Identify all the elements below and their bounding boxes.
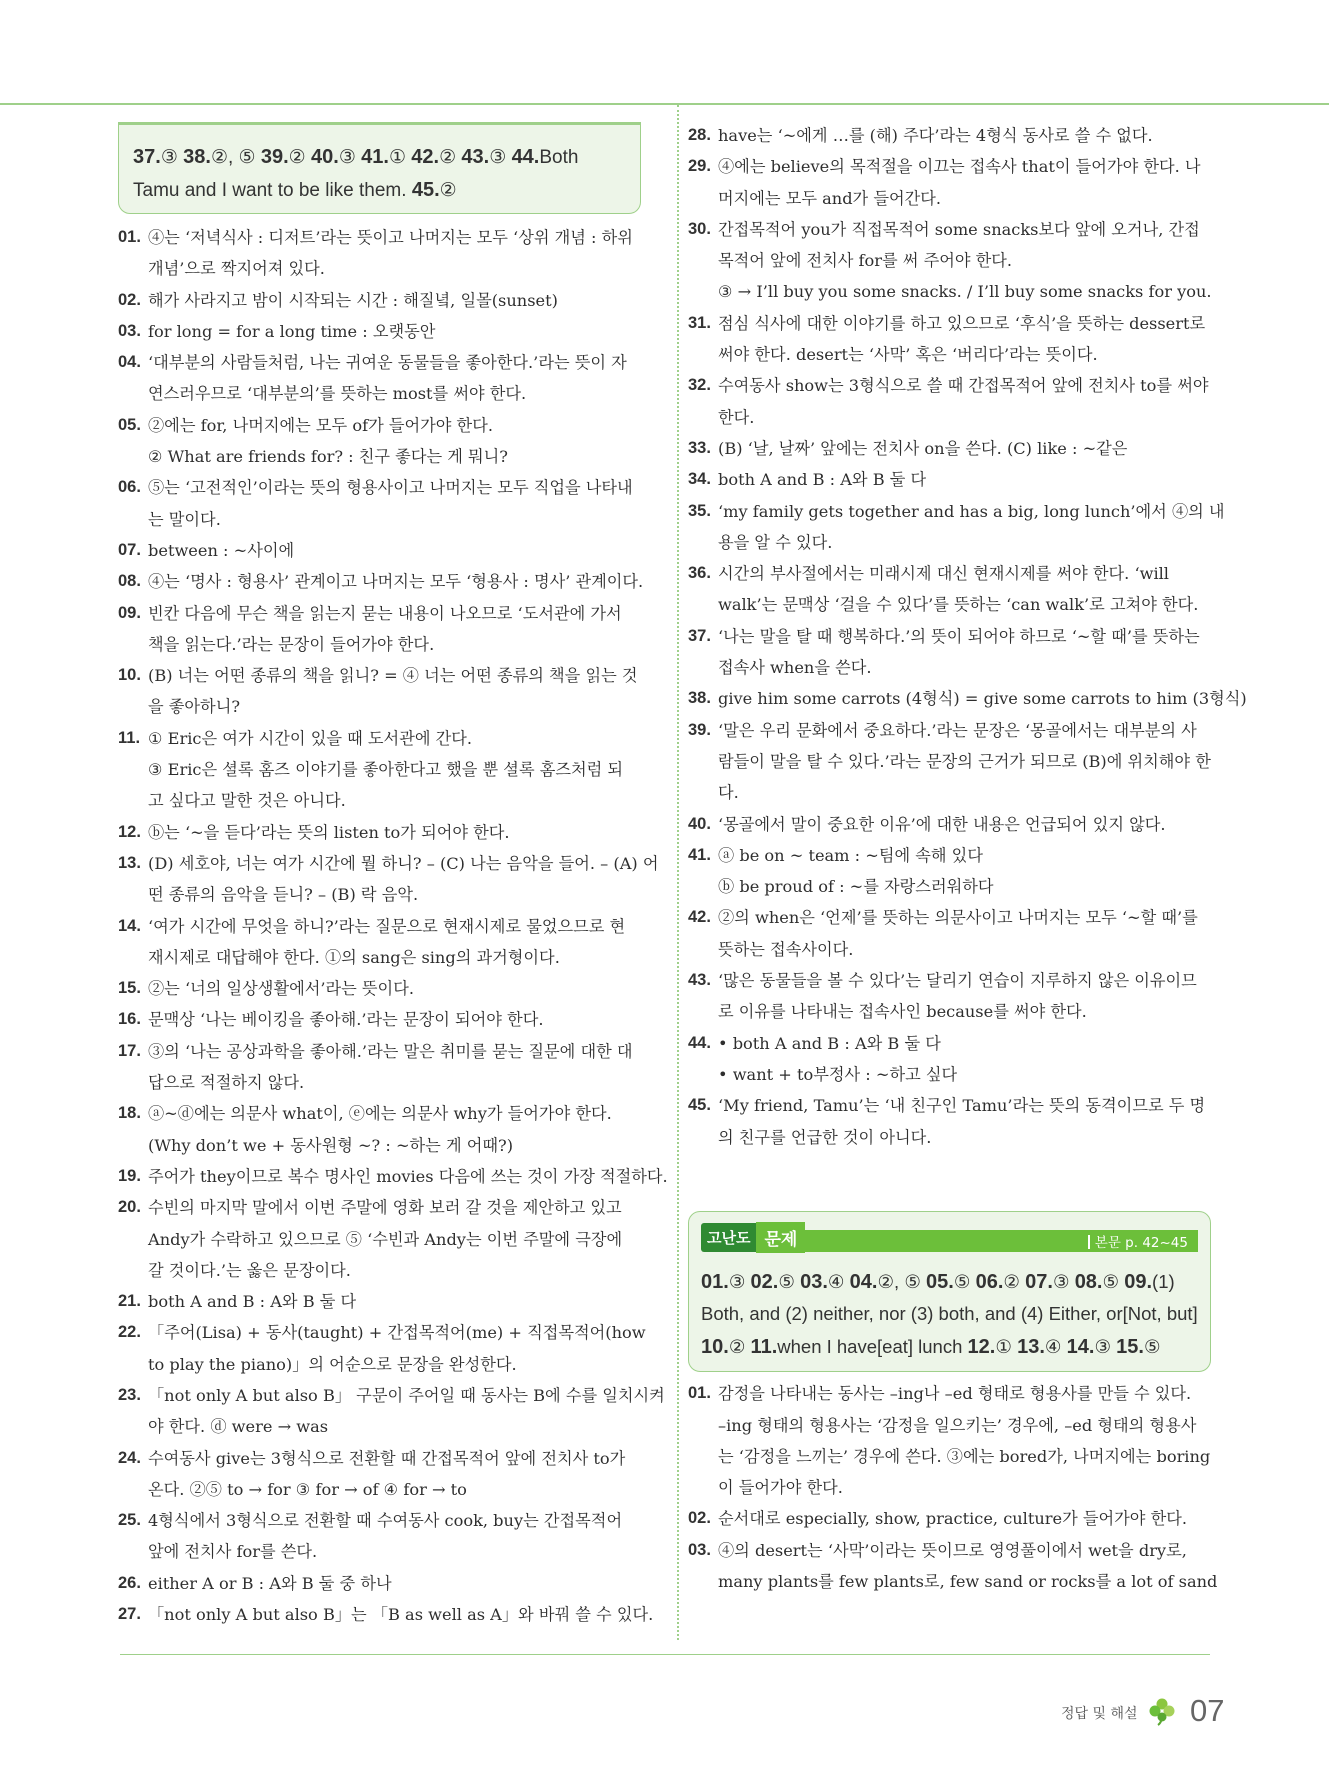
item-line: ‘몽골에서 말이 중요한 이유’에 대한 내용은 언급되어 있지 않다. <box>718 814 1166 834</box>
item-line: (B) 너는 어떤 종류의 책을 읽니? = ④ 너는 어떤 종류의 책을 읽는 것 <box>148 666 638 686</box>
explanation-item <box>118 535 641 566</box>
answer-value: ② <box>728 1335 746 1357</box>
item-number: 08. <box>118 572 141 591</box>
explanation-item <box>118 723 641 817</box>
explanation-item <box>688 558 1211 621</box>
item-line: 뜻하는 접속사이다. <box>718 939 854 959</box>
item-text <box>148 410 641 473</box>
item-line: 의 친구를 언급한 것이 아니다. <box>718 1127 932 1147</box>
item-text <box>148 973 641 1004</box>
answer-value: ③ <box>1052 1270 1070 1292</box>
explanation-item <box>118 472 641 535</box>
item-number: 12. <box>118 822 141 841</box>
explanation-item <box>688 1028 1211 1091</box>
item-line: 써야 한다. desert는 ‘사막’ 혹은 ‘버리다’라는 뜻이다. <box>718 345 1098 365</box>
item-line: 람들이 말을 탈 수 있다.’라는 문장의 근거가 되므로 (B)에 위치해야 한 <box>718 751 1211 771</box>
answer-value: ③ <box>160 147 178 168</box>
item-line: 는 ‘감정을 느끼는’ 경우에 쓴다. ③에는 bored가, 나머지에는 boring <box>718 1446 1211 1466</box>
header-bar <box>805 1230 1198 1252</box>
item-text <box>718 558 1211 621</box>
item-number: 19. <box>118 1166 141 1185</box>
hard-answer-summary <box>689 1256 1210 1372</box>
item-line: ‘My friend, Tamu’는 ‘내 친구인 Tamu’라는 뜻의 동격이므로 두 명 <box>718 1096 1206 1116</box>
item-line: ‘나는 말을 탈 때 행복하다.’의 뜻이 되어야 하므로 ‘~할 때’를 뜻하는 <box>718 626 1200 646</box>
item-line: ⓑ는 ‘~을 듣다’라는 뜻의 listen to가 되어야 한다. <box>148 822 510 842</box>
item-line: (B) ‘날, 날짜’ 앞에는 전치사 on을 쓴다. (C) like : ~같은 <box>718 438 1128 458</box>
answer-value: ④ <box>1044 1335 1062 1357</box>
explanation-item <box>118 1443 641 1506</box>
answer-value: ③ <box>728 1270 746 1292</box>
explanation-item <box>688 214 1211 308</box>
item-text <box>148 1098 641 1161</box>
item-text <box>718 308 1211 371</box>
clover-icon <box>1147 1696 1177 1726</box>
item-text <box>148 1599 653 1630</box>
item-number: 39. <box>688 720 711 739</box>
item-text <box>148 472 641 535</box>
explanation-item <box>688 1535 1218 1598</box>
item-text <box>718 809 1211 840</box>
explanation-item <box>688 902 1211 965</box>
item-line: ‘말은 우리 문화에서 중요하다.’라는 문장은 ‘몽골에서는 대부분의 사 <box>718 720 1197 740</box>
item-number: 23. <box>118 1385 141 1404</box>
item-line: (D) 세호야, 너는 여가 시간에 뭘 하니? – (C) 나는 음악을 들어. – (A) 어 <box>148 853 659 873</box>
explanation-item <box>118 285 641 316</box>
item-number: 18. <box>118 1104 141 1123</box>
item-line: 을 좋아하니? <box>148 697 241 717</box>
explanation-item <box>688 840 1211 903</box>
item-line: ① Eric은 여가 시간이 있을 때 도서관에 간다. <box>148 728 473 748</box>
answer-summary <box>133 147 578 201</box>
item-text <box>148 1286 641 1317</box>
item-line: • want + to부정사 : ~하고 싶다 <box>718 1064 958 1084</box>
item-text <box>718 370 1211 433</box>
item-number: 38. <box>688 689 711 708</box>
item-line: 한다. <box>718 407 755 427</box>
item-number: 21. <box>118 1292 141 1311</box>
item-number: 25. <box>118 1511 141 1530</box>
item-line: ④의 desert는 ‘사막’이라는 뜻이므로 영영풀이에서 wet을 dry로, <box>718 1540 1187 1560</box>
item-line: ⓑ be proud of : ~를 자랑스러워하다 <box>718 877 994 897</box>
explanation-item <box>688 433 1211 464</box>
item-line: 연스러우므로 ‘대부분의’를 뜻하는 most를 써야 한다. <box>148 384 527 404</box>
item-line: ⑤는 ‘고전적인’이라는 뜻의 형용사이고 나머지는 모두 직업을 나타내 <box>148 478 633 498</box>
answer-value: ⑤ <box>1102 1270 1120 1292</box>
answer-number: 15. <box>1116 1335 1144 1358</box>
answer-number: 13. <box>1017 1335 1045 1358</box>
right-explanations <box>688 120 1247 1153</box>
item-text <box>718 1378 1211 1503</box>
item-line: both A and B : A와 B 둘 다 <box>148 1292 357 1312</box>
item-line: 목적어 앞에 전치사 for를 써 주어야 한다. <box>718 251 1013 271</box>
item-text <box>718 214 1212 308</box>
explanation-item <box>688 1090 1211 1153</box>
answer-number: 38. <box>183 146 211 168</box>
item-text <box>148 817 641 848</box>
answer-value: ③ <box>1094 1335 1112 1357</box>
item-text <box>718 151 1211 214</box>
section-title: 문제 <box>756 1222 805 1253</box>
answer-number: 14. <box>1066 1335 1095 1358</box>
explanation-item <box>118 1599 654 1630</box>
item-number: 09. <box>118 603 141 622</box>
explanation-item <box>118 1286 641 1317</box>
explanation-item <box>118 1036 641 1099</box>
answer-number: 02. <box>750 1270 779 1293</box>
item-number: 14. <box>118 916 141 935</box>
left-explanations <box>118 222 668 1630</box>
top-rule <box>0 103 1329 105</box>
answer-number: 12. <box>967 1335 996 1358</box>
item-number: 31. <box>688 313 711 332</box>
item-text <box>718 902 1211 965</box>
item-line: 간접목적어 you가 직접목적어 some snacks보다 앞에 오거나, 간접 <box>718 219 1200 239</box>
item-line: between : ~사이에 <box>148 540 295 560</box>
hard-explanations <box>688 1378 1218 1597</box>
item-line: 앞에 전치사 for를 쓴다. <box>148 1542 318 1562</box>
item-line: 수여동사 show는 3형식으로 쓸 때 간접목적어 앞에 전치사 to를 써야 <box>718 376 1209 396</box>
answer-value: ② <box>439 147 457 168</box>
item-number: 15. <box>118 979 141 998</box>
answer-number: 42. <box>411 146 440 168</box>
item-number: 33. <box>688 438 711 457</box>
item-text <box>148 660 641 723</box>
explanation-item <box>118 410 641 473</box>
explanation-item <box>688 370 1211 433</box>
answer-number: 11. <box>750 1335 778 1358</box>
item-number: 02. <box>118 290 141 309</box>
item-line: 다. <box>718 783 739 803</box>
item-line: ② What are friends for? : 친구 좋다는 게 뭐니? <box>148 447 508 467</box>
item-line: ‘여가 시간에 무엇을 하니?’라는 질문으로 현재시제로 물었으므로 현 <box>148 916 626 936</box>
explanation-item <box>688 151 1211 214</box>
explanation-item <box>118 1568 641 1599</box>
page-reference: 본문 p. 42~45 <box>1088 1231 1188 1251</box>
item-text <box>148 347 641 410</box>
item-number: 24. <box>118 1448 141 1467</box>
item-text <box>148 222 641 285</box>
item-text <box>148 1380 665 1443</box>
answer-summary-box <box>118 122 641 214</box>
explanation-item <box>688 120 1211 151</box>
answer-number: 01. <box>701 1270 729 1293</box>
item-line: ⓐ be on ~ team : ~팀에 속해 있다 <box>718 845 983 865</box>
explanation-item <box>688 496 1225 559</box>
explanation-item <box>118 1161 668 1192</box>
item-line: 고 싶다고 말한 것은 아니다. <box>148 791 346 811</box>
answer-value: ④ <box>827 1270 845 1292</box>
item-text <box>148 1505 641 1568</box>
left-column <box>118 122 668 1630</box>
item-text <box>148 911 641 974</box>
item-line: 시간의 부사절에서는 미래시제 대신 현재시제를 써야 한다. ‘will <box>718 564 1169 584</box>
explanation-item <box>118 973 641 1004</box>
item-line: for long = for a long time : 오랫동안 <box>148 321 436 341</box>
column-divider <box>677 105 680 1640</box>
item-line: 문맥상 ‘나는 베이킹을 좋아해.’라는 문장이 되어야 한다. <box>148 1010 544 1030</box>
item-text <box>718 683 1247 714</box>
item-line: 해가 사라지고 밤이 시작되는 시간 : 해질녘, 일몰(sunset) <box>148 290 558 310</box>
item-number: 01. <box>118 228 141 246</box>
item-line: 수여동사 give는 3형식으로 전환할 때 간접목적어 앞에 전치사 to가 <box>148 1448 626 1468</box>
item-line: 수빈의 마지막 말에서 이번 주말에 영화 보러 갈 것을 제안하고 있고 <box>148 1198 622 1218</box>
item-line: to play the piano)」의 어순으로 문장을 완성한다. <box>148 1354 517 1374</box>
item-text <box>718 433 1211 464</box>
item-text <box>148 285 641 316</box>
item-line: give him some carrots (4형식) = give some carrots to him (3형식) <box>718 689 1247 709</box>
item-number: 03. <box>688 1540 711 1559</box>
item-line: 4형식에서 3형식으로 전환할 때 수여동사 cook, buy는 간접목적어 <box>148 1511 623 1531</box>
item-line: ④는 ‘저녁식사 : 디저트’라는 뜻이고 나머지는 모두 ‘상위 개념 : 하위 <box>148 228 633 247</box>
right-column <box>688 120 1247 1597</box>
item-line: either A or B : A와 B 둘 중 하나 <box>148 1573 392 1593</box>
item-line: –ing 형태의 형용사는 ‘감정을 일으키는’ 경우에, –ed 형태의 형용사 <box>718 1415 1197 1435</box>
item-number: 03. <box>118 321 141 340</box>
item-line: 감정을 나타내는 동사는 –ing나 –ed 형태로 형용사를 만들 수 있다. <box>718 1384 1192 1404</box>
item-number: 30. <box>688 219 711 238</box>
explanation-item <box>118 222 641 285</box>
item-number: 10. <box>118 666 141 685</box>
item-line: 개념’으로 짝지어져 있다. <box>148 259 325 279</box>
item-text <box>148 1317 646 1380</box>
item-number: 20. <box>118 1198 141 1217</box>
item-text <box>718 965 1211 1028</box>
answer-value: ② <box>288 147 306 168</box>
explanation-item <box>688 683 1247 714</box>
item-number: 26. <box>118 1573 141 1592</box>
item-line: 온다. ②⑤ to → for ③ for → of ④ for → to <box>148 1479 467 1499</box>
item-line: 점심 식사에 대한 이야기를 하고 있으므로 ‘후식’을 뜻하는 dessert로 <box>718 313 1206 333</box>
item-line: walk’는 문맥상 ‘걸을 수 있다’를 뜻하는 ‘can walk’로 고쳐야 한다. <box>718 595 1199 615</box>
item-text <box>718 840 1211 903</box>
item-number: 07. <box>118 540 141 559</box>
item-number: 22. <box>118 1323 141 1342</box>
item-text <box>718 1090 1211 1153</box>
item-line: 로 이유를 나타내는 접속사인 because를 써야 한다. <box>718 1002 1087 1022</box>
answer-number: 04. <box>849 1270 878 1293</box>
answer-value: when I have[eat] lunch <box>777 1335 963 1357</box>
item-line: • both A and B : A와 B 둘 다 <box>718 1033 941 1053</box>
explanation-item <box>118 817 641 848</box>
answer-number: 05. <box>926 1270 954 1293</box>
answer-number: 39. <box>260 146 289 168</box>
answer-value: ②, ⑤ <box>210 147 256 168</box>
bottom-rule <box>120 1654 1210 1655</box>
item-line: 재시제로 대답해야 한다. ①의 sang은 sing의 과거형이다. <box>148 947 560 967</box>
item-text <box>718 1503 1211 1534</box>
item-number: 29. <box>688 157 711 176</box>
item-number: 44. <box>688 1033 711 1052</box>
item-line: ‘my family gets together and has a big, long lunch’에서 ④의 내 <box>718 501 1225 521</box>
item-line: ②의 when은 ‘언제’를 뜻하는 의문사이고 나머지는 모두 ‘~할 때’를 <box>718 908 1198 928</box>
item-line: 주어가 they이므로 복수 명사인 movies 다음에 쓰는 것이 가장 적절하다. <box>148 1166 668 1186</box>
item-line: 「주어(Lisa) + 동사(taught) + 간접목적어(me) + 직접목적어(how <box>148 1323 646 1343</box>
item-text <box>718 715 1211 809</box>
answer-number: 08. <box>1074 1270 1103 1293</box>
item-text <box>148 535 641 566</box>
item-number: 35. <box>688 501 711 520</box>
answer-value: ⑤ <box>1143 1335 1161 1357</box>
item-number: 05. <box>118 415 141 434</box>
explanation-item <box>688 464 1211 495</box>
item-text <box>718 120 1211 151</box>
item-line: ③의 ‘나는 공상과학을 좋아해.’라는 말은 취미를 묻는 질문에 대한 대 <box>148 1041 633 1061</box>
explanation-item <box>118 598 641 661</box>
explanation-item <box>118 911 641 974</box>
item-line: ③ Eric은 셜록 홈즈 이야기를 좋아한다고 했을 뿐 셜록 홈즈처럼 되 <box>148 760 624 780</box>
item-number: 41. <box>688 845 711 864</box>
item-number: 43. <box>688 971 711 990</box>
answer-value: ⑤ <box>778 1270 795 1292</box>
explanation-item <box>688 965 1211 1028</box>
item-line: ③ → I’ll buy you some snacks. / I’ll buy some snacks for you. <box>718 282 1212 302</box>
item-line: 는 말이다. <box>148 509 221 529</box>
explanation-item <box>688 809 1211 840</box>
item-line: 용을 알 수 있다. <box>718 532 833 552</box>
explanation-item <box>118 1098 641 1161</box>
explanation-item <box>118 1317 646 1380</box>
hard-problems-header <box>689 1212 1210 1256</box>
item-text <box>718 1535 1217 1598</box>
item-line: (Why don’t we + 동사원형 ~? : ~하는 게 어때?) <box>148 1135 514 1155</box>
item-text <box>148 598 641 661</box>
item-number: 36. <box>688 564 711 583</box>
item-line: ⓐ~ⓓ에는 의문사 what이, ⓔ에는 의문사 why가 들어가야 한다. <box>148 1104 612 1124</box>
item-line: many plants를 few plants로, few sand or rocks를 a lot of sand <box>718 1572 1218 1592</box>
item-number: 42. <box>688 908 711 927</box>
item-line: ‘많은 동물들을 볼 수 있다’는 달리기 연습이 지루하지 않은 이유이므 <box>718 971 1197 991</box>
explanation-item <box>118 1004 641 1035</box>
answer-number: 43. <box>461 146 490 168</box>
answer-value: (1) Both, and (2) neither, nor (3) both, and (4) Either, or[Not, but] <box>701 1270 1198 1325</box>
item-line: ②는 ‘너의 일상생활에서’라는 뜻이다. <box>148 979 414 999</box>
answer-number: 44. <box>511 146 540 168</box>
explanation-item <box>688 1378 1211 1503</box>
item-line: 머지에는 모두 and가 들어간다. <box>718 188 942 208</box>
explanation-item <box>118 1192 641 1286</box>
answer-number: 45. <box>411 179 440 201</box>
item-line: 책을 읽는다.’라는 문장이 들어가야 한다. <box>148 634 435 654</box>
explanation-item <box>118 316 641 347</box>
item-number: 11. <box>118 728 141 747</box>
item-number: 27. <box>118 1605 141 1624</box>
item-number: 34. <box>688 470 711 489</box>
item-line: both A and B : A와 B 둘 다 <box>718 470 927 490</box>
item-number: 32. <box>688 376 711 395</box>
item-line: 이 들어가야 한다. <box>718 1478 843 1498</box>
item-line: 접속사 when을 쓴다. <box>718 658 872 678</box>
explanation-item <box>118 1380 665 1443</box>
item-text <box>148 723 641 817</box>
explanation-item <box>688 621 1211 684</box>
footer-label: 정답 및 해설 <box>1061 1706 1138 1722</box>
item-line: Andy가 수락하고 있으므로 ⑤ ‘수빈과 Andy는 이번 주말에 극장에 <box>148 1229 623 1249</box>
answer-number: 07. <box>1025 1270 1053 1293</box>
answer-value: ① <box>995 1335 1012 1357</box>
answer-number: 10. <box>701 1335 729 1358</box>
item-line: 갈 것이다.’는 옳은 문장이다. <box>148 1260 351 1280</box>
item-text <box>718 1028 1211 1091</box>
explanation-item <box>688 1503 1211 1534</box>
item-text <box>718 464 1211 495</box>
item-line: 떤 종류의 음악을 듣니? – (B) 락 음악. <box>148 885 419 905</box>
item-number: 16. <box>118 1010 141 1029</box>
item-number: 13. <box>118 853 141 872</box>
item-text <box>148 848 659 911</box>
item-number: 40. <box>688 814 711 833</box>
answer-value: Both Tamu and I want to be like them. <box>133 147 579 201</box>
answer-value: ② <box>439 180 457 201</box>
item-line: 「not only A but also B」 구문이 주어일 때 동사는 B에 수를 일치시켜 <box>148 1385 665 1405</box>
item-line: ④는 ‘명사 : 형용사’ 관계이고 나머지는 모두 ‘형용사 : 명사’ 관계이다. <box>148 572 644 592</box>
answer-number: 09. <box>1124 1270 1153 1293</box>
answer-number: 37. <box>133 146 161 168</box>
answer-number: 06. <box>975 1270 1004 1293</box>
answer-value: ②, ⑤ <box>877 1270 921 1292</box>
item-line: ②에는 for, 나머지에는 모두 of가 들어가야 한다. <box>148 415 493 435</box>
answer-number: 03. <box>800 1270 828 1293</box>
explanation-item <box>688 715 1211 809</box>
item-number: 01. <box>688 1384 711 1403</box>
explanation-item <box>118 1505 641 1568</box>
item-text <box>718 496 1225 559</box>
explanation-item <box>118 848 659 911</box>
item-text <box>148 316 641 347</box>
answer-value: ③ <box>338 147 356 168</box>
item-line: ‘대부분의 사람들처럼, 나는 귀여운 동물들을 좋아한다.’라는 뜻이 자 <box>148 353 627 373</box>
item-number: 28. <box>688 126 711 144</box>
answer-value: ② <box>1003 1270 1020 1292</box>
explanation-item <box>688 308 1211 371</box>
answer-number: 40. <box>311 146 339 168</box>
item-line: 야 한다. ⓓ were → was <box>148 1417 329 1437</box>
item-number: 17. <box>118 1041 141 1060</box>
item-text <box>148 1443 641 1506</box>
item-line: 순서대로 especially, show, practice, culture가 들어가야 한다. <box>718 1509 1188 1529</box>
explanation-item <box>118 660 641 723</box>
item-number: 37. <box>688 626 711 645</box>
item-text <box>148 1004 641 1035</box>
item-number: 45. <box>688 1096 711 1115</box>
item-text <box>718 621 1211 684</box>
hard-problems-box <box>688 1211 1211 1373</box>
item-text <box>148 1192 641 1286</box>
page-number: 07 <box>1190 1693 1225 1728</box>
item-line: 「not only A but also B」는 「B as well as A」와 바꿔 쓸 수 있다. <box>148 1605 654 1625</box>
answer-value: ③ <box>489 147 507 168</box>
item-number: 02. <box>688 1509 711 1528</box>
item-text <box>148 1161 668 1192</box>
answer-number: 41. <box>361 146 389 168</box>
answer-value: ⑤ <box>953 1270 971 1292</box>
item-text <box>148 566 643 597</box>
explanation-item <box>118 566 644 597</box>
item-line: ④에는 believe의 목적절을 이끄는 접속사 that이 들어가야 한다. 나 <box>718 157 1201 177</box>
item-number: 04. <box>118 353 141 372</box>
item-line: 빈칸 다음에 무슨 책을 읽는지 묻는 내용이 나오므로 ‘도서관에 가서 <box>148 603 622 623</box>
item-line: 답으로 적절하지 않다. <box>148 1073 305 1093</box>
item-line: have는 ‘~에게 …를 (해) 주다’라는 4형식 동사로 쓸 수 없다. <box>718 126 1153 145</box>
item-text <box>148 1036 641 1099</box>
explanation-item <box>118 347 641 410</box>
answer-value: ① <box>388 147 406 168</box>
item-number: 06. <box>118 478 141 497</box>
item-text <box>148 1568 641 1599</box>
difficulty-tag: 고난도 <box>701 1223 756 1252</box>
